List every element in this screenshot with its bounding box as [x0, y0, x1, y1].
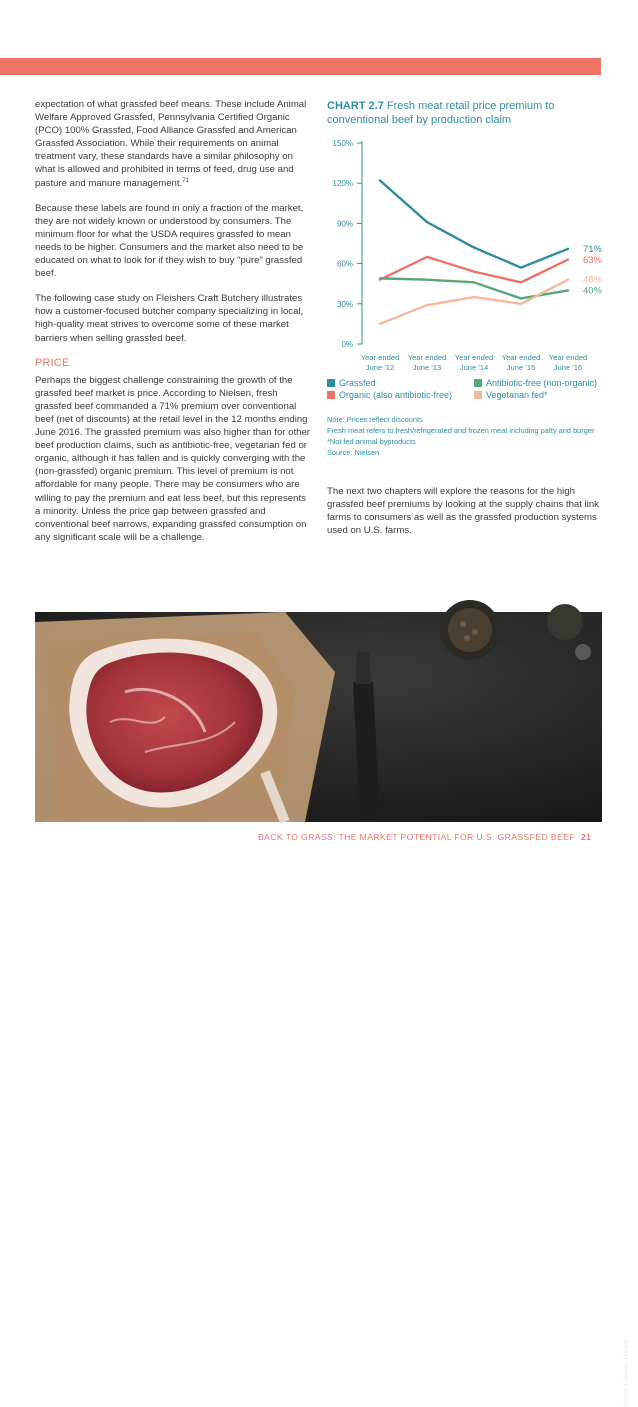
- x-tick-label: Year ended: [501, 353, 541, 362]
- page-number: 21: [580, 832, 592, 842]
- top-banner: [0, 58, 601, 75]
- y-tick-label: 0%: [341, 340, 353, 349]
- paragraph-2: Because these labels are found in only a fraction of the market, they are not widely known or understood by consumers. The minimum floor for what the USDA requires grassfed to mean needs to be higher. Consumers and the market also need to be educated on what to look for if they wish to buy “pure” grassfed beef.: [35, 202, 304, 280]
- line-chart: [320, 132, 610, 377]
- x-tick-label: Year ended: [360, 353, 400, 362]
- legend-item-organic: [327, 390, 452, 400]
- note-source: Source: Nielsen: [327, 448, 380, 457]
- data-label: 63%: [582, 254, 602, 266]
- legend-swatch: [474, 379, 482, 387]
- y-tick-label: 90%: [336, 219, 353, 229]
- series-line: [380, 181, 568, 268]
- x-tick-label: June '13: [412, 363, 442, 372]
- legend-label: Grassfed: [339, 378, 376, 388]
- left-column: [35, 98, 310, 556]
- steak-photo-illustration: [35, 612, 602, 822]
- paragraph-3: The following case study on Fleishers Craft Butchery illustrates how a customer-focused butcher company specializing in local, high-quality meat strives to overcome some of these market barriers when selling grassfed beef.: [35, 293, 304, 344]
- y-tick-label: 60%: [336, 259, 353, 269]
- legend-label: Vegetarian fed*: [486, 390, 548, 400]
- x-tick-label: June '14: [459, 363, 489, 372]
- photo-credit: Photo: Carman Ranch: [623, 1339, 630, 1407]
- legend-label: Organic (also antibiotic-free): [339, 390, 453, 400]
- note-byproducts: *Not fed animal byproducts: [327, 437, 416, 446]
- chart-label: CHART 2.7: [327, 100, 384, 112]
- series-line: [380, 280, 568, 324]
- legend-label: Antibiotic-free (non-organic): [486, 378, 598, 388]
- chart-title: [327, 99, 607, 127]
- legend-swatch: [327, 391, 335, 399]
- legend-swatch: [474, 391, 482, 399]
- note-fresh-meat: Fresh meat refers to fresh/refrigerated and frozen meat including patty and burger: [327, 426, 595, 435]
- data-label: 48%: [582, 274, 602, 286]
- x-tick-label: June '16: [553, 363, 583, 372]
- x-tick-label: June '12: [365, 363, 395, 372]
- x-tick-label: Year ended: [454, 353, 494, 362]
- y-tick-label: 150%: [332, 139, 353, 148]
- y-tick-label: 120%: [332, 179, 353, 189]
- paragraph-4: Perhaps the biggest challenge constraining the growth of the grassfed beef market is price. According to Nielsen, fresh grassfed beef commanded a 71% premium over conventional beef (net of discounts) at the retail level in the 12 months ending June 2016. The grassfed premium was also higher than for other beef production claims, such as antibiotic-free, vegetarian fed or organic, although it has fallen and is quickly converging with the (non-grassfed) organic premium. This level of premium is not affordable for many people. There may be consumers who are willing to pay the premium and eat less beef, but this represents a minority. Unless the price gap between grassfed and conventional beef narrows, expanding grassfed consumption on any significant scale will be a challenge.: [35, 374, 311, 543]
- data-label: 40%: [582, 285, 602, 297]
- data-label: 71%: [582, 243, 602, 255]
- note-discounts: Note: Prices reflect discounts: [327, 415, 423, 424]
- chart-title-text: Fresh meat retail price premium to conventional beef by production claim: [327, 100, 555, 126]
- paragraph-1: [35, 98, 310, 190]
- legend-item-grassfed: [327, 378, 376, 388]
- y-tick-label: 30%: [336, 299, 353, 309]
- page-footer: [258, 832, 603, 842]
- footnote-ref: 71: [182, 177, 189, 184]
- paragraph-1-text: expectation of what grassfed beef means. These include Animal Welfare Approved Grassfed, Pennsylvania Certified Organic (PCO) 100% Grassfed, Food Alliance Grassfed and American Grassfed Association. While their requirements on animal treatment vary, these standards have a similar philosophy on what is allowed and prohibited in terms of feed, drug use and pasture and manure management.: [35, 99, 307, 189]
- legend-item-vegetarian-fed: [474, 390, 548, 400]
- price-heading: PRICE: [35, 356, 70, 369]
- x-tick-label: Year ended: [407, 353, 447, 362]
- chart-notes: [327, 414, 612, 458]
- x-tick-label: Year ended: [548, 353, 588, 362]
- legend-item-antibiotic-free: [474, 378, 597, 388]
- footer-title: BACK TO GRASS: THE MARKET POTENTIAL FOR U.S. GRASSFED BEEF: [258, 832, 575, 842]
- right-paragraph: The next two chapters will explore the reasons for the high grassfed beef premiums by looking at the supply chains that link farms to consumers as well as the grassfed production systems used on U.S. farms.: [327, 486, 599, 537]
- x-tick-label: June '15: [506, 363, 536, 372]
- legend-swatch: [327, 379, 335, 387]
